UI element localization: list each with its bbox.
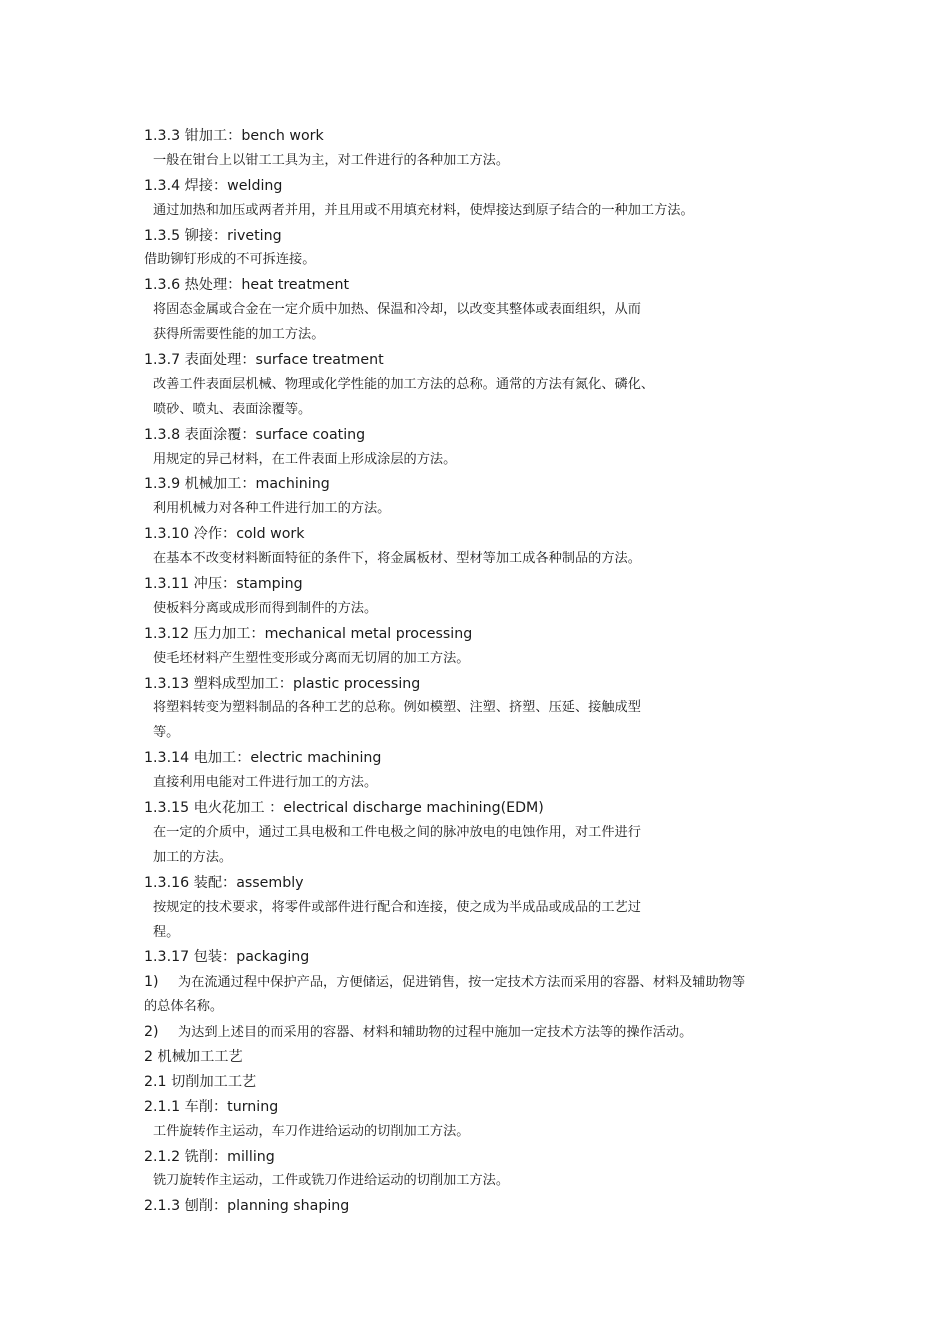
section-1-3-15-text: 在一定的介质中，通过工具电极和工件电极之间的脉冲放电的电蚀作用，对工件进行 bbox=[153, 824, 641, 840]
packaging-item-2 bbox=[144, 1020, 816, 1045]
section-1-3-4-text: 通过加热和加压或两者并用，并且用或不用填充材料，使焊接达到原子结合的一种加工方法。 bbox=[153, 202, 694, 218]
section-1-3-7-heading: 1.3.7 表面处理：surface treatment bbox=[144, 352, 384, 369]
section-1-3-11-text: 使板料分离或成形而得到制件的方法。 bbox=[153, 600, 378, 616]
section-1-3-13-text: 将塑料转变为塑料制品的各种工艺的总称。例如模塑、注塑、挤塑、压延、接触成型 bbox=[153, 700, 641, 716]
section-1-3-14-heading: 1.3.14 电加工：electric machining bbox=[144, 750, 382, 767]
section-1-3-4-heading: 1.3.4 焊接：welding bbox=[144, 177, 283, 194]
section-1-3-3-text: 一般在钳台上以钳工工具为主，对工件进行的各种加工方法。 bbox=[153, 152, 510, 168]
section-1-3-6-text: 获得所需要性能的加工方法。 bbox=[153, 327, 325, 343]
section-2-1-1-text: 工件旋转作主运动，车刀作进给运动的切削加工方法。 bbox=[153, 1123, 470, 1139]
document-page bbox=[144, 124, 816, 1219]
section-1-3-3-heading: 1.3.3 钳加工：bench work bbox=[144, 128, 324, 144]
section-1-3-8-heading: 1.3.8 表面涂覆：surface coating bbox=[144, 426, 366, 443]
section-1-3-15-heading: 1.3.15 电火花加工 ：electrical discharge machining(EDM) bbox=[144, 800, 544, 817]
list-item-text: 为在流通过程中保护产品，方便储运，促进销售，按一定技术方法而采用的容器、材料及辅助物等 bbox=[178, 975, 746, 991]
section-1-3-15-text: 加工的方法。 bbox=[153, 849, 233, 865]
section-1-3-5-heading: 1.3.5 铆接：riveting bbox=[144, 227, 282, 244]
section-2-1-2-heading: 2.1.2 铣削：milling bbox=[144, 1148, 275, 1165]
section-1-3-5-text: 借助铆钉形成的不可拆连接。 bbox=[144, 252, 316, 268]
chapter-2-heading: 2 机械加工工艺 bbox=[144, 1048, 243, 1065]
section-1-3-12-text: 使毛坯材料产生塑性变形或分离而无切屑的加工方法。 bbox=[153, 650, 470, 666]
section-1-3-10-text: 在基本不改变材料断面特征的条件下，将金属板材、型材等加工成各种制品的方法。 bbox=[153, 551, 641, 567]
section-2-1-2-text: 铣刀旋转作主运动，工件或铣刀作进给运动的切削加工方法。 bbox=[153, 1173, 510, 1189]
section-1-3-6-heading: 1.3.6 热处理：heat treatment bbox=[144, 277, 350, 294]
packaging-item-1 bbox=[144, 970, 816, 995]
section-1-3-9-heading: 1.3.9 机械加工：machining bbox=[144, 476, 330, 493]
section-1-3-16-heading: 1.3.16 装配：assembly bbox=[144, 874, 304, 891]
section-1-3-9-text: 利用机械力对各种工件进行加工的方法。 bbox=[153, 501, 391, 517]
section-1-3-6-text: 将固态金属或合金在一定介质中加热、保温和冷却，以改变其整体或表面组织，从而 bbox=[153, 302, 641, 318]
section-1-3-16-text: 按规定的技术要求，将零件或部件进行配合和连接，使之成为半成品或成品的工艺过 bbox=[153, 899, 641, 915]
section-1-3-7-text: 喷砂、喷丸、表面涂覆等。 bbox=[153, 401, 312, 417]
section-1-3-8-text: 用规定的异己材料，在工件表面上形成涂层的方法。 bbox=[153, 451, 457, 467]
section-2-1-1-heading: 2.1.1 车削：turning bbox=[144, 1098, 279, 1115]
section-1-3-11-heading: 1.3.11 冲压：stamping bbox=[144, 576, 303, 593]
section-1-3-17-heading: 1.3.17 包装：packaging bbox=[144, 949, 310, 966]
section-2-1-3-heading: 2.1.3 刨削：planning shaping bbox=[144, 1198, 350, 1215]
list-item-text: 为达到上述目的而采用的容器、材料和辅助物的过程中施加一定技术方法等的操作活动。 bbox=[178, 1025, 693, 1041]
section-1-3-7-text: 改善工件表面层机械、物理或化学性能的加工方法的总称。通常的方法有氮化、磷化、 bbox=[153, 376, 655, 392]
section-1-3-13-heading: 1.3.13 塑料成型加工：plastic processing bbox=[144, 675, 421, 692]
section-1-3-10-heading: 1.3.10 冷作：cold work bbox=[144, 526, 305, 543]
section-1-3-12-heading: 1.3.12 压力加工：mechanical metal processing bbox=[144, 625, 473, 642]
list-number: 1) bbox=[144, 974, 159, 991]
packaging-item-1-continued: 的总体名称。 bbox=[144, 999, 224, 1015]
list-number: 2) bbox=[144, 1024, 159, 1041]
section-1-3-14-text: 直接利用电能对工件进行加工的方法。 bbox=[153, 775, 378, 791]
section-1-3-16-text: 程。 bbox=[153, 924, 180, 940]
section-1-3-13-text: 等。 bbox=[153, 725, 180, 741]
section-2-1-heading: 2.1 切削加工工艺 bbox=[144, 1073, 257, 1090]
